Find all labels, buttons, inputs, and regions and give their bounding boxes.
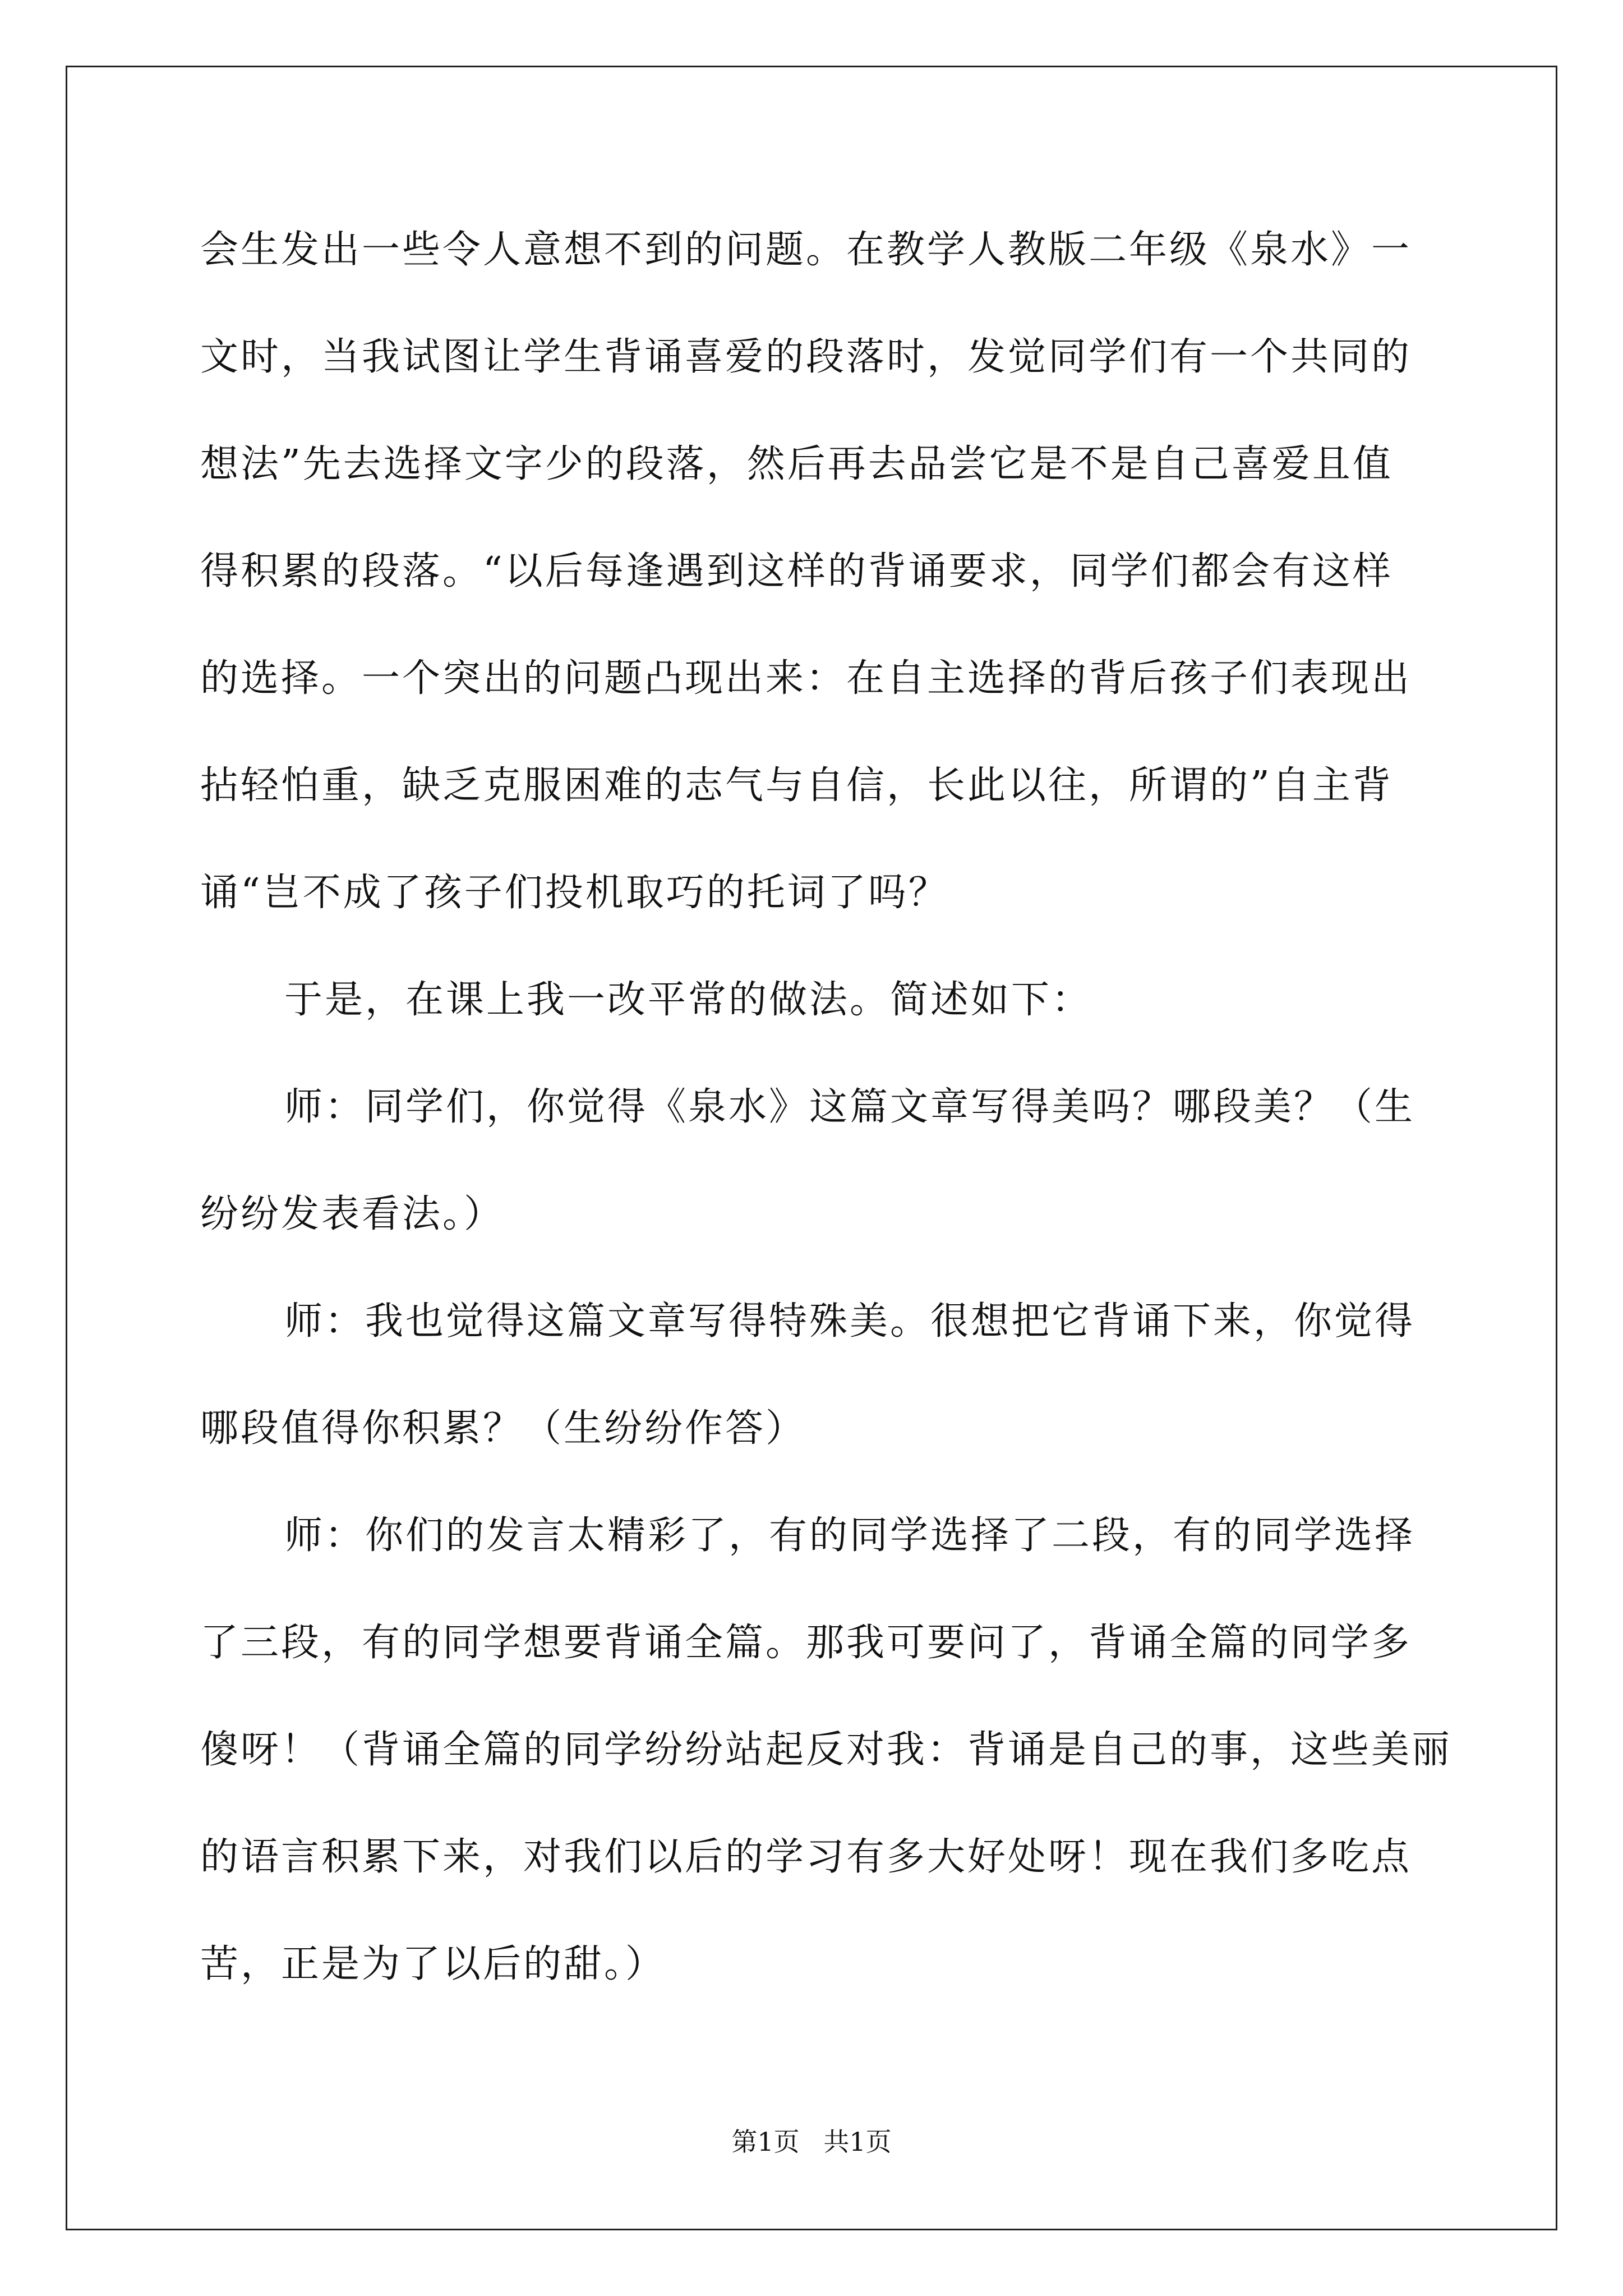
text-line: 哪段值得你积累？（生纷纷作答） bbox=[200, 1406, 806, 1451]
text-line: 傻呀！（背诵全篇的同学纷纷站起反对我：背诵是自己的事，这些美丽 bbox=[200, 1728, 1453, 1772]
text-line: 了三段，有的同学想要背诵全篇。那我可要问了，背诵全篇的同学多 bbox=[200, 1621, 1412, 1665]
text-line: 师：我也觉得这篇文章写得特殊美。很想把它背诵下来，你觉得 bbox=[284, 1299, 1415, 1343]
text-line: 会生发出一些令人意想不到的问题。在教学人教版二年级《泉水》一 bbox=[200, 228, 1412, 272]
text-line: 诵“岂不成了孩子们投机取巧的托词了吗？ bbox=[200, 871, 949, 915]
text-line: 文时，当我试图让学生背诵喜爱的段落时，发觉同学们有一个共同的 bbox=[200, 335, 1412, 379]
text-line: 苦，正是为了以后的甜。） bbox=[200, 1942, 666, 1986]
text-line: 师：同学们，你觉得《泉水》这篇文章写得美吗？哪段美？（生 bbox=[284, 1085, 1415, 1129]
text-line: 于是，在课上我一改平常的做法。简述如下： bbox=[284, 978, 1092, 1022]
text-line: 得积累的段落。“以后每逢遇到这样的背诵要求，同学们都会有这样 bbox=[200, 549, 1393, 593]
text-line: 的选择。一个突出的问题凸现出来：在自主选择的背后孩子们表现出 bbox=[200, 656, 1412, 701]
text-line: 师：你们的发言太精彩了，有的同学选择了二段，有的同学选择 bbox=[284, 1513, 1415, 1558]
page-footer bbox=[0, 2125, 1623, 2159]
text-line: 的语言积累下来，对我们以后的学习有多大好处呀！现在我们多吃点 bbox=[200, 1835, 1412, 1879]
page-total: 共1页 bbox=[823, 2127, 892, 2157]
text-line: 拈轻怕重，缺乏克服困难的志气与自信，长此以往，所谓的”自主背 bbox=[200, 763, 1393, 808]
text-line: 想法”先去选择文字少的段落，然后再去品尝它是不是自己喜爱且值 bbox=[200, 442, 1393, 486]
page-number: 第1页 bbox=[731, 2127, 800, 2157]
document-body bbox=[200, 196, 1453, 2018]
text-line: 纷纷发表看法。） bbox=[200, 1192, 505, 1236]
